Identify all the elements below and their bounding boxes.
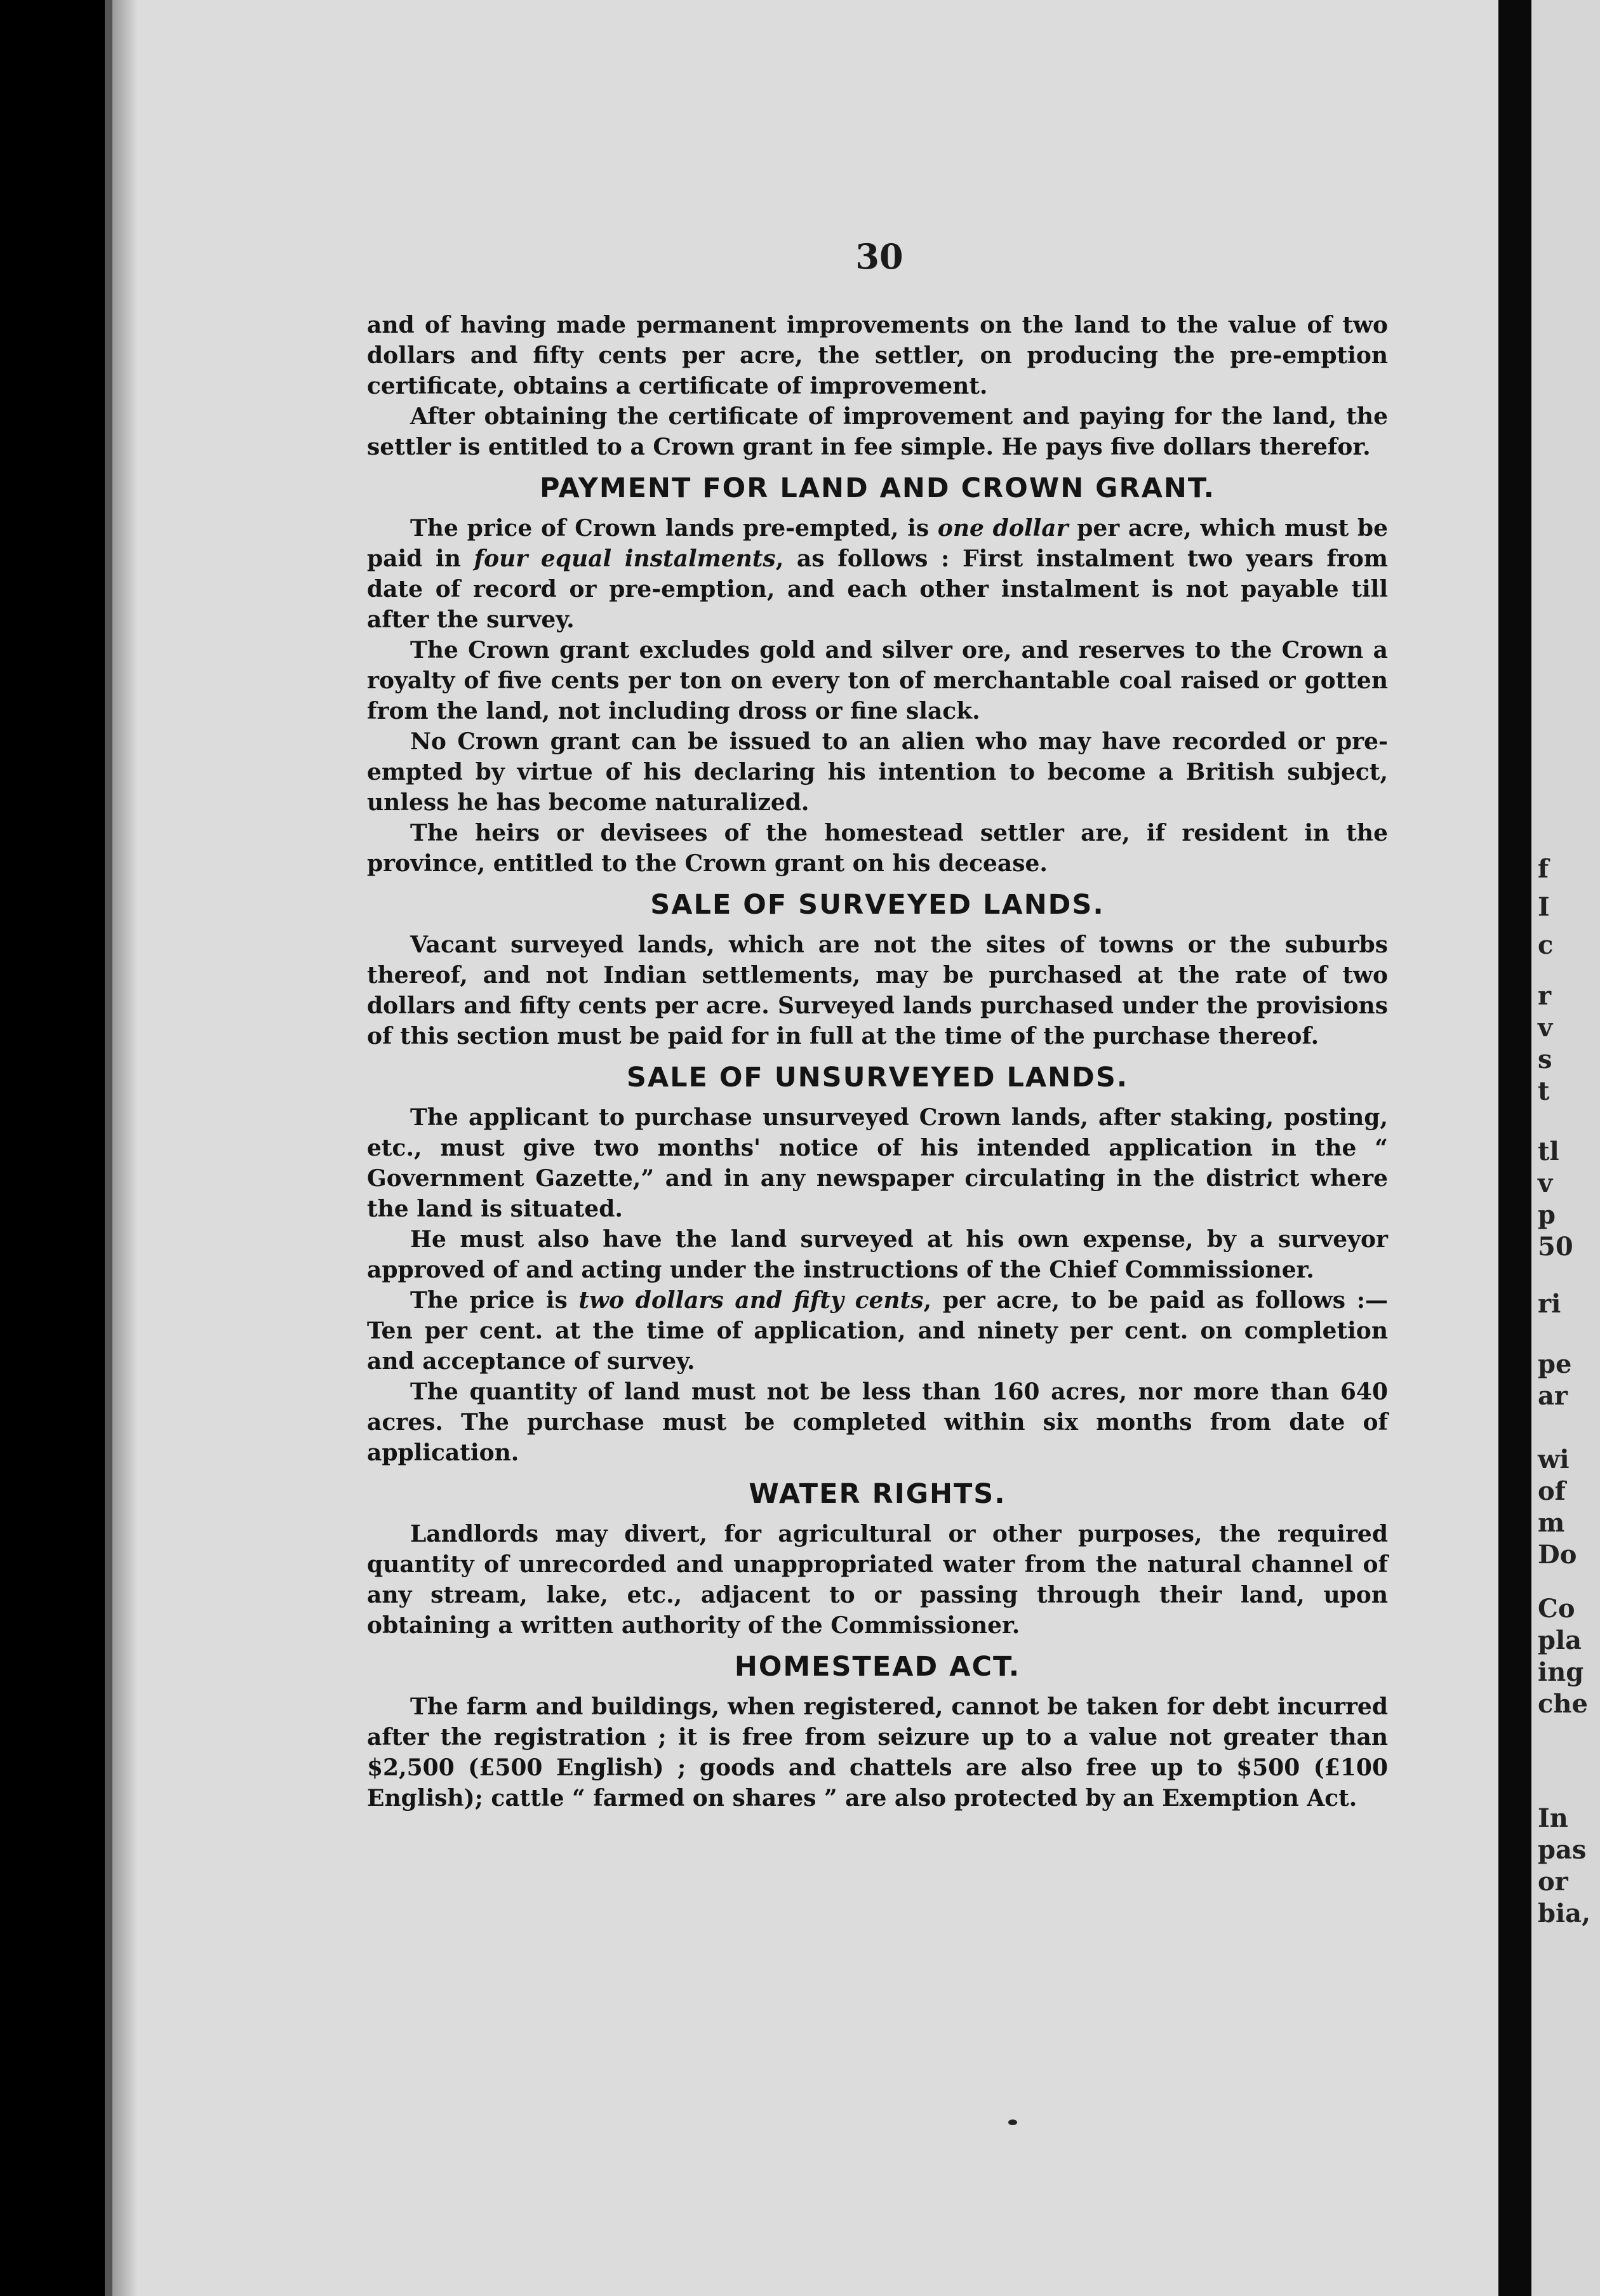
facing-page-text-fragment: f xyxy=(1538,854,1549,884)
facing-page-text-fragment: ri xyxy=(1538,1289,1561,1319)
facing-page-text-fragment: ar xyxy=(1538,1381,1568,1411)
paragraph: The price of Crown lands pre-empted, is one dollar per acre, which must be paid in four equal instalments, as follows : First instalment two years from date of record or pre-emption, and each other instalment is not payable till after the survey. xyxy=(367,515,1389,633)
paragraph: Landlords may divert, for agricultural or other purposes, the required quantity of unrecorded and unappropriated water from the natural channel of any stream, lake, etc., adjacent to or passing through their land, upon obtaining a written authority of the Commissioner. xyxy=(367,1521,1388,1639)
facing-page-text-fragment: pas xyxy=(1538,1835,1587,1865)
facing-page-edge xyxy=(1531,0,1600,2296)
facing-page-text-fragment: In xyxy=(1538,1803,1568,1833)
page-body xyxy=(367,310,1388,1813)
facing-page-text-fragment: m xyxy=(1538,1508,1565,1538)
facing-page-text-fragment: p xyxy=(1538,1200,1556,1230)
book-gutter xyxy=(1498,0,1531,2296)
section-heading: HOMESTEAD ACT. xyxy=(734,1651,1021,1683)
page-number: 30 xyxy=(855,236,903,277)
facing-page-text-fragment: ing xyxy=(1538,1657,1584,1687)
paragraph: After obtaining the certificate of improvement and paying for the land, the settler is entitled to a Crown grant in fee simple. He pays five dollars therefor. xyxy=(367,403,1388,460)
facing-page-text-fragment: t xyxy=(1538,1076,1550,1106)
facing-page-text-fragment: v xyxy=(1538,1168,1553,1198)
paragraph: No Crown grant can be issued to an alien who may have recorded or pre-empted by virtue of his declaring his intention to become a British subject, unless he has become naturalized. xyxy=(367,728,1388,816)
facing-page-text-fragment: I xyxy=(1538,892,1550,922)
ink-mark xyxy=(1008,2119,1017,2125)
facing-page-text-fragment: Do xyxy=(1538,1540,1577,1570)
facing-page-text-fragment: pe xyxy=(1538,1349,1572,1379)
facing-page-text-fragment: pla xyxy=(1538,1625,1582,1655)
facing-page-text-fragment: che xyxy=(1538,1689,1588,1719)
paragraph: The quantity of land must not be less than 160 acres, nor more than 640 acres. The purchase must be completed within six months from date of application. xyxy=(367,1378,1388,1466)
facing-page-text-fragment: or xyxy=(1538,1867,1568,1897)
emphasis: one dollar xyxy=(937,515,1069,542)
paragraph: The farm and buildings, when registered, cannot be taken for debt incurred after the registration ; it is free from seizure up to a value not greater than $2,500 (£500 English) ; goods and chattels are also free up to $500 (£100 English); cattle “ farmed on shares ” are also protected by an Exemption Act. xyxy=(367,1693,1388,1812)
facing-page-text-fragment: of xyxy=(1538,1476,1566,1506)
emphasis: four equal instalments xyxy=(474,545,776,572)
facing-page-text-fragment: 50 xyxy=(1538,1232,1573,1262)
emphasis: two dollars and fifty cents xyxy=(578,1287,924,1314)
page-binding-shadow xyxy=(112,0,138,2296)
facing-page-text-fragment: wi xyxy=(1538,1445,1570,1474)
paragraph: and of having made permanent improvements on the land to the value of two dollars and fifty cents per acre, the settler, on producing the pre-emption certificate, obtains a certificate of improvement. xyxy=(367,312,1388,399)
paragraph: The price is two dollars and fifty cents, per acre, to be paid as follows :— Ten per cent. at the time of application, and ninety per cent. on completion and acceptance of survey. xyxy=(367,1287,1388,1375)
facing-page-text-fragment: s xyxy=(1538,1045,1552,1074)
paragraph: He must also have the land surveyed at his own expense, by a surveyor approved of and acting under the instructions of the Chief Commissioner. xyxy=(367,1226,1388,1283)
section-heading: SALE OF SURVEYED LANDS. xyxy=(650,889,1105,921)
facing-page-text-fragment: v xyxy=(1538,1013,1553,1043)
facing-page-text-fragment: Co xyxy=(1538,1594,1575,1624)
section-heading: PAYMENT FOR LAND AND CROWN GRANT. xyxy=(539,472,1215,504)
facing-page-text-fragment: r xyxy=(1538,981,1552,1011)
section-heading: WATER RIGHTS. xyxy=(749,1478,1006,1510)
paragraph: Vacant surveyed lands, which are not the sites of towns or the suburbs thereof, and not Indian settlements, may be purchased at the rate of two dollars and fifty cents per acre. Surveyed lands purchased under the provisions of this section must be paid for in full at the time of the purchase thereof. xyxy=(367,931,1388,1050)
section-heading: SALE OF UNSURVEYED LANDS. xyxy=(626,1062,1129,1093)
facing-page-text-fragment: tl xyxy=(1538,1137,1559,1166)
facing-page-text-fragment: c xyxy=(1538,930,1554,960)
paragraph: The heirs or devisees of the homestead settler are, if resident in the province, entitled to the Crown grant on his decease. xyxy=(367,820,1388,877)
paragraph: The applicant to purchase unsurveyed Crown lands, after staking, posting, etc., must give two months' notice of his intended application in the “ Government Gazette,” and in any newspaper circulating in the district where the land is situated. xyxy=(367,1104,1388,1222)
facing-page-text-fragment: bia, xyxy=(1538,1899,1591,1928)
paragraph: The Crown grant excludes gold and silver ore, and reserves to the Crown a royalty of five cents per ton on every ton of merchantable coal raised or gotten from the land, not including dross or fine slack. xyxy=(367,637,1388,724)
